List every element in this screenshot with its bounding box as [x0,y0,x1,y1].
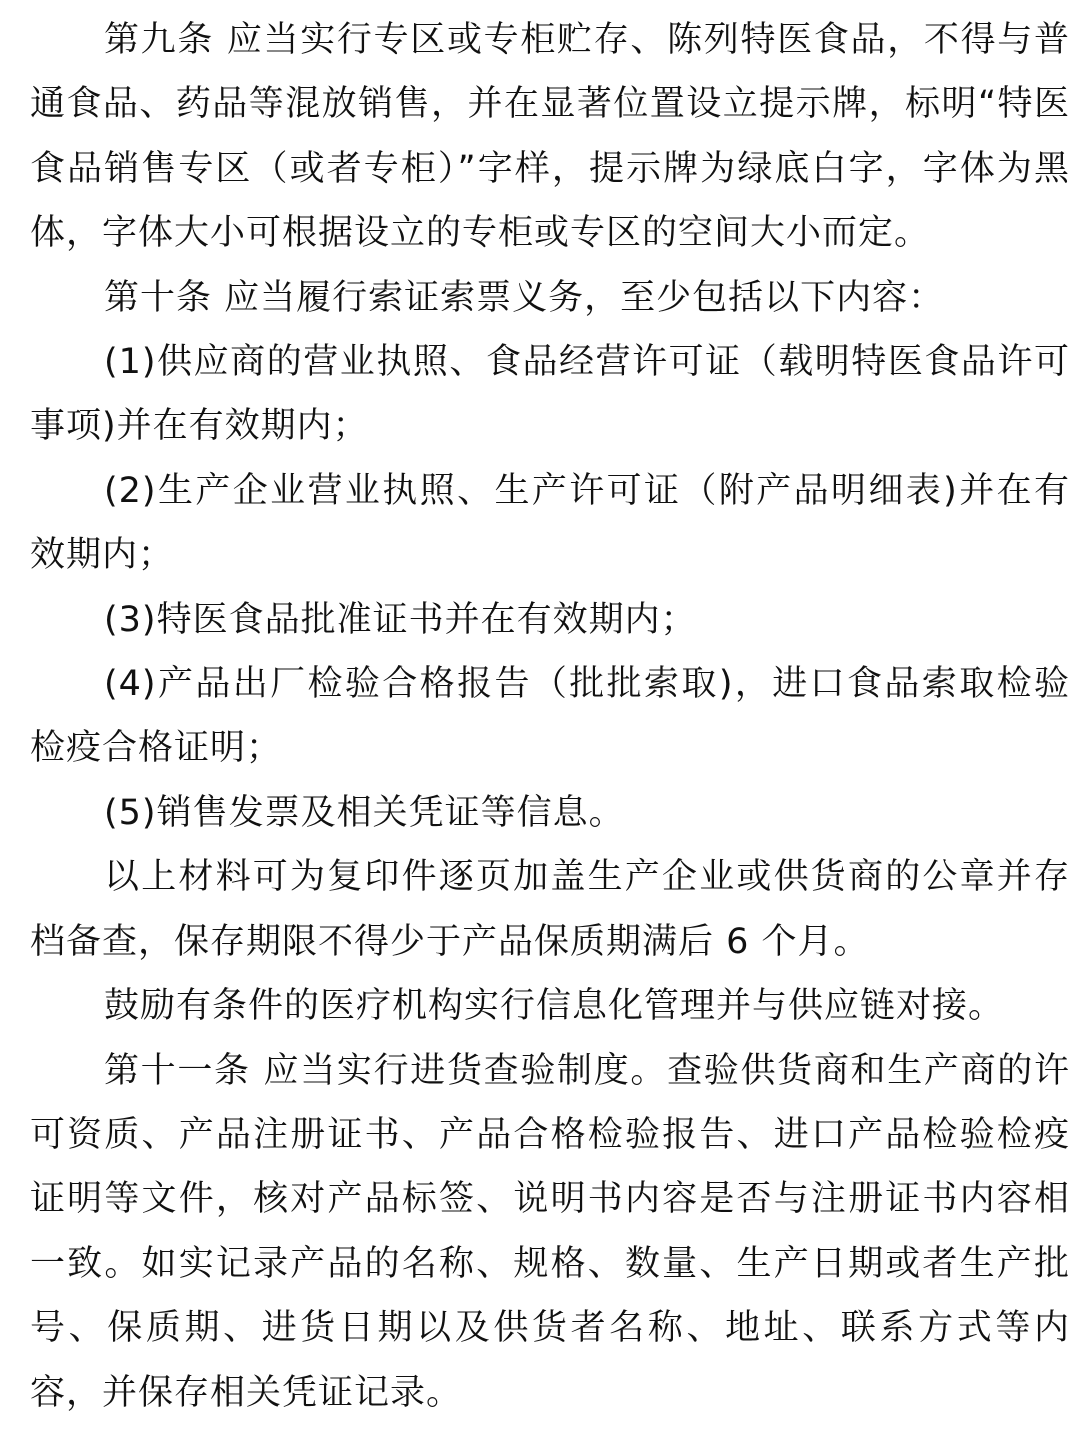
paragraph-encouragement: 鼓励有条件的医疗机构实行信息化管理并与供应链对接。 [104,986,1005,1027]
list-item-4: (4)产品出厂检验合格报告（批批索取)，进口食品索取检验检疫合格证明； [30,664,1070,769]
list-item-3: (3)特医食品批准证书并在有效期内； [104,599,697,640]
list-item-5: (5)销售发票及相关凭证等信息。 [104,792,625,833]
list-item-2: (2)生产企业营业执照、生产许可证（附产品明细表)并在有效期内； [30,470,1070,576]
paragraph-article-9: 第九条 应当实行专区或专柜贮存、陈列特医食品，不得与普通食品、药品等混放销售，并在显著位置设立提示牌，标明“特医食品销售专区（或者专柜）”字样，提示牌为绿底白字，字体为黑体，字体大小可根据设立的专柜或专区的空间大小而定。 [30,20,1070,254]
document-body [30,8,1070,1425]
paragraph-article-11: 第十一条 应当实行进货查验制度。查验供货商和生产商的许可资质、产品注册证书、产品合格检验报告、进口产品检验检疫证明等文件，核对产品标签、说明书内容是否与注册证书内容相一致。如实记录产品的名称、规格、数量、生产日期或者生产批号、保质期、进货日期以及供货者名称、地址、联系方式等内容，并保存相关凭证记录。 [30,1050,1070,1413]
list-item-1: (1)供应商的营业执照、食品经营许可证（载明特医食品许可事项)并在有效期内； [30,342,1070,447]
paragraph-article-10: 第十条 应当履行索证索票义务，至少包括以下内容： [104,277,945,318]
paragraph-materials-note: 以上材料可为复印件逐页加盖生产企业或供货商的公章并存档备查，保存期限不得少于产品保质期满后 6 个月。 [30,857,1070,962]
